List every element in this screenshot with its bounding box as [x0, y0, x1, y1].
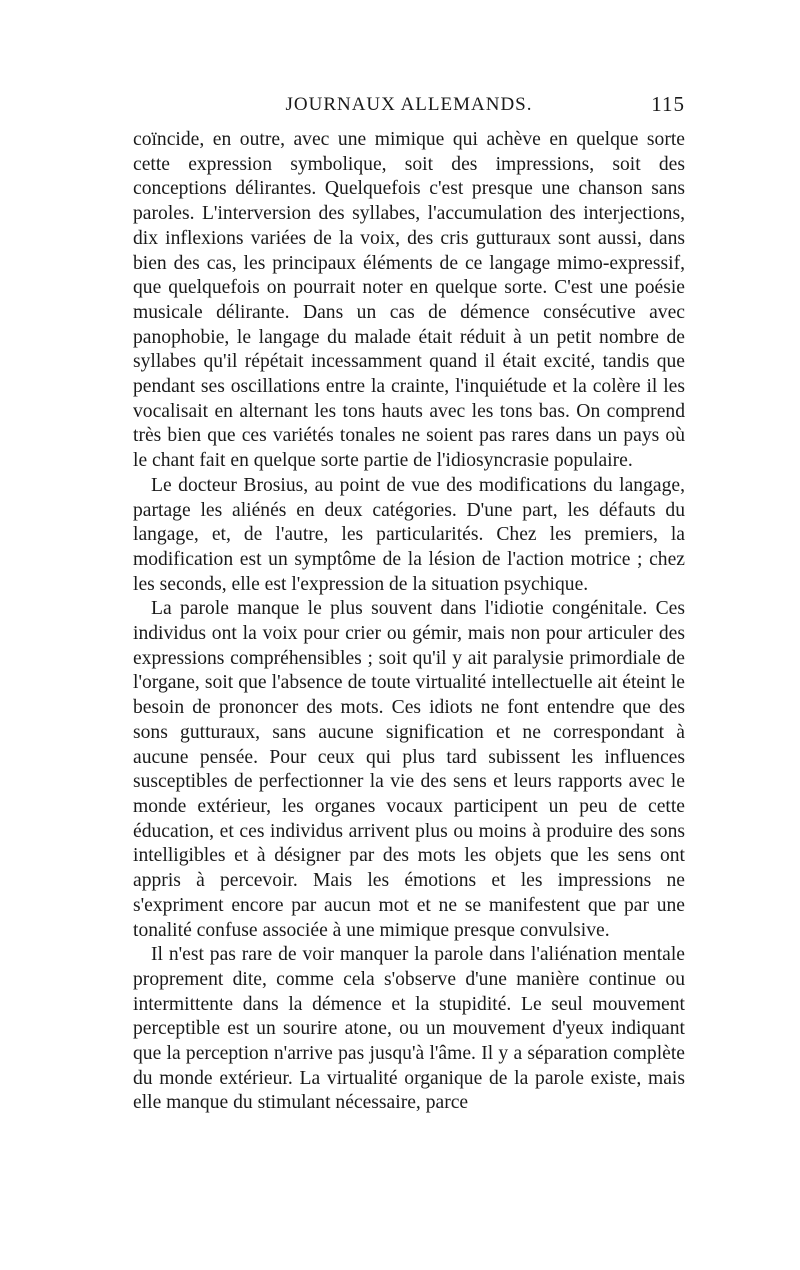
book-page [133, 92, 685, 1116]
paragraph-alienation: Il n'est pas rare de voir manquer la parole dans l'aliénation mentale proprement dite, comme cela s'observe d'une manière continue ou intermittente dans la démence et la stupidité. Le seul mouvement perceptible est un sourire atone, ou un mouvement d'yeux indiquant que la perception n'arrive pas jusqu'à l'âme. Il y a séparation complète du monde extérieur. La virtualité organique de la parole existe, mais elle manque du stimulant nécessaire, parce [133, 944, 685, 1114]
running-title: JOURNAUX ALLEMANDS. [285, 94, 533, 115]
paragraph-idiotie: La parole manque le plus souvent dans l'idiotie congénitale. Ces individus ont la voix pour crier ou gémir, mais non pour articuler des expressions compréhensibles ; soit qu'il y ait paralysie primordiale de l'organe, soit que l'absence de toute virtualité intellectuelle ait éteint le besoin de prononcer des mots. Ces idiots ne font entendre que des sons gutturaux, sans aucune signification et ne correspondant à aucune pensée. Pour ceux qui plus tard subissent les influences susceptibles de perfectionner la vie des sens et leurs rapports avec le monde extérieur, les organes vocaux participent un peu de cette éducation, et ces individus arrivent plus ou moins à produire des sons intelligibles et à désigner par des mots les objets que les sens ont appris à percevoir. Mais les émotions et les impressions ne s'expriment encore par aucun mot et ne se manifestent que par une tonalité confuse associée à une mimique presque convulsive. [133, 598, 685, 941]
body-text [133, 128, 685, 1116]
paragraph-brosius: Le docteur Brosius, au point de vue des modifications du langage, partage les aliénés en deux catégories. D'une part, les défauts du langage, et, de l'autre, les particularités. Chez les premiers, la modification est un symptôme de la lésion de l'action motrice ; chez les seconds, elle est l'expression de la situation psychique. [133, 474, 685, 595]
paragraph-continuation: coïncide, en outre, avec une mimique qui achève en quelque sorte cette expression symbolique, soit des impressions, soit des conceptions délirantes. Quelquefois c'est presque une chanson sans paroles. L'interversion des syllabes, l'accumulation des interjections, dix inflexions variées de la voix, des cris gutturaux sont aussi, dans bien des cas, les principaux éléments de ce langage mimo-expressif, que quelquefois on pourrait noter en quelque sorte. C'est une poésie musicale délirante. Dans un cas de démence consécutive avec panophobie, le langage du malade était réduit à un petit nombre de syllabes qu'il répétait incessamment quand il était excité, tandis que pendant ses oscillations entre la crainte, l'inquiétude et la colère il les vocalisait en alternant les tons hauts avec les tons bas. On comprend très bien que ces variétés tonales ne soient pas rares dans un pays où le chant fait en quelque sorte partie de l'idiosyncrasie populaire. [133, 129, 685, 472]
page-number: 115 [651, 92, 685, 116]
running-header [133, 92, 685, 124]
